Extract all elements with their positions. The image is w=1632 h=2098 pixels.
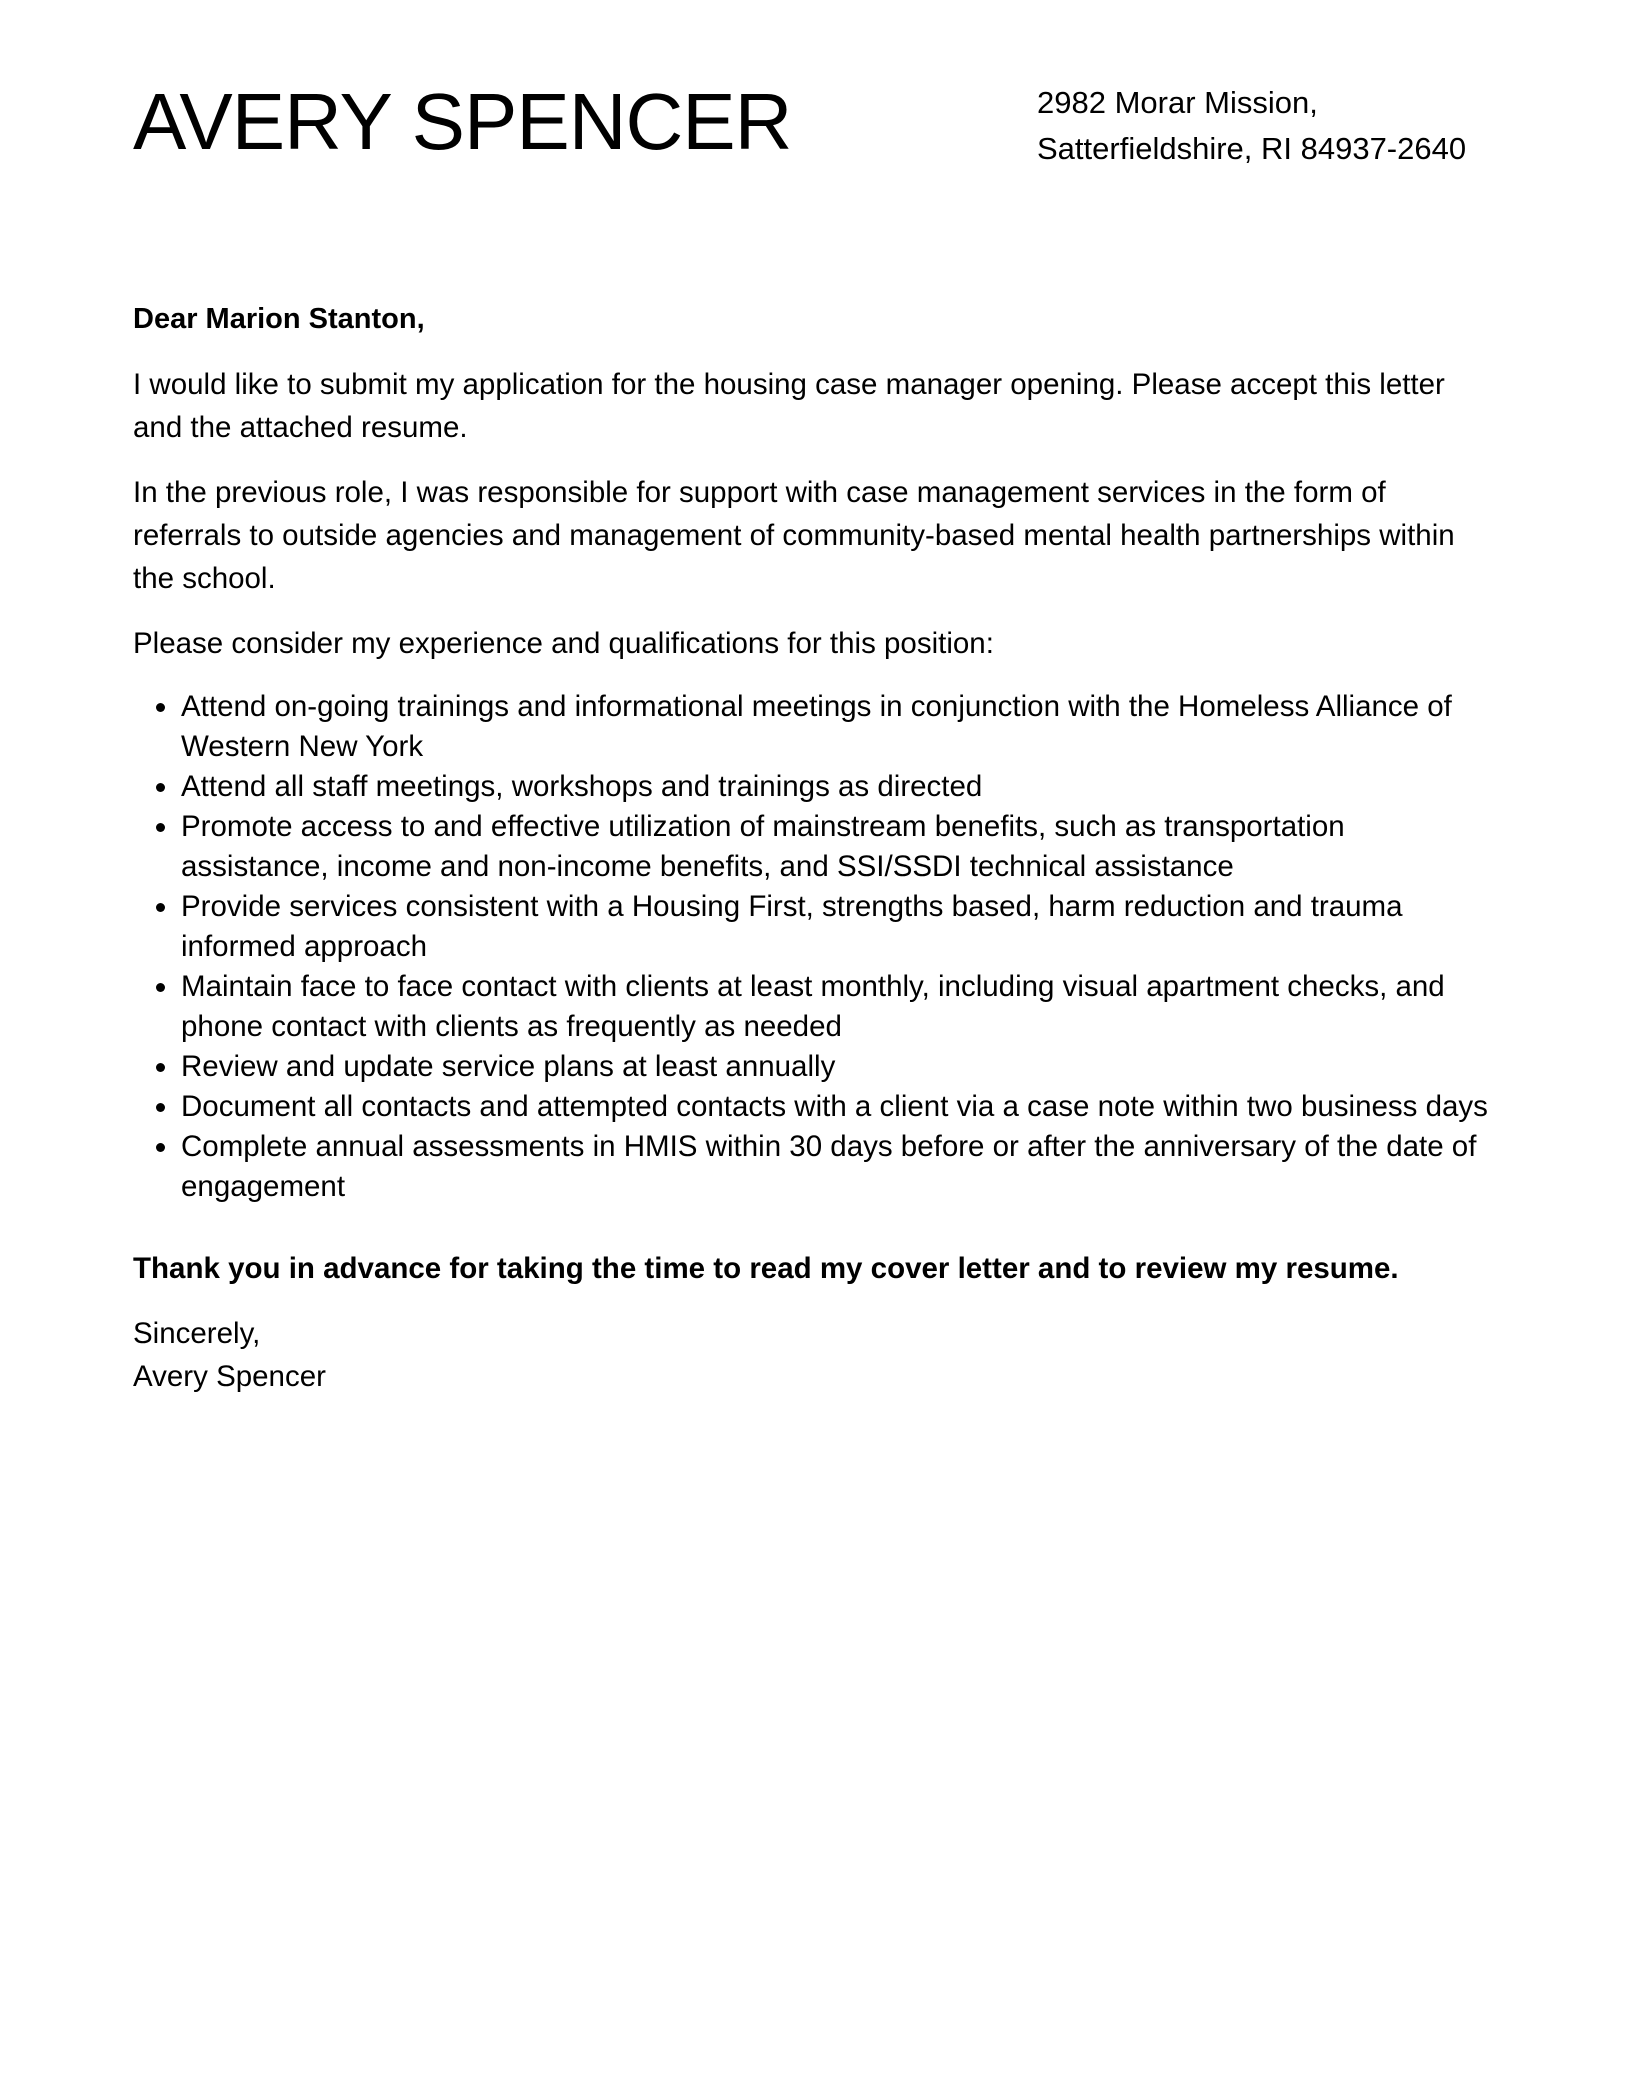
applicant-name: AVERY SPENCER: [133, 77, 792, 166]
list-item: Attend all staff meetings, workshops and trainings as directed: [181, 767, 1493, 807]
salutation: Dear Marion Stanton,: [133, 303, 425, 335]
list-item: Provide services consistent with a Housing First, strengths based, harm reduction and trauma informed approach: [181, 887, 1493, 967]
list-item: Complete annual assessments in HMIS within 30 days before or after the anniversary of the date of engagement: [181, 1127, 1493, 1207]
list-item: Review and update service plans at least annually: [181, 1047, 1493, 1087]
letter-header: [133, 70, 1499, 210]
closing-salutation: Sincerely,: [133, 1317, 261, 1350]
address-line-2: Satterfieldshire, RI 84937-2640: [1037, 131, 1467, 166]
closing-block: [133, 1312, 1493, 1398]
qualifications-list: [133, 687, 1493, 1207]
list-item: Document all contacts and attempted contacts with a client via a case note within two business days: [181, 1087, 1493, 1127]
signature-name: Avery Spencer: [133, 1360, 326, 1393]
intro-paragraph: I would like to submit my application for the housing case manager opening. Please accept this letter and the attached resume.: [133, 368, 1445, 444]
address-line-1: 2982 Morar Mission,: [1037, 85, 1318, 120]
list-item: Maintain face to face contact with clients at least monthly, including visual apartment checks, and phone contact with clients as frequently as needed: [181, 967, 1493, 1047]
applicant-address: [1037, 80, 1466, 172]
thank-you-line: Thank you in advance for taking the time to read my cover letter and to review my resume.: [133, 1252, 1399, 1285]
list-item: Attend on-going trainings and informational meetings in conjunction with the Homeless Alliance of Western New York: [181, 687, 1493, 767]
letter-body: [133, 298, 1493, 1398]
list-item: Promote access to and effective utilization of mainstream benefits, such as transportation assistance, income and non-income benefits, and SSI/SSDI technical assistance: [181, 807, 1493, 887]
experience-paragraph: In the previous role, I was responsible for support with case management services in the form of referrals to outside agencies and management of community-based mental health partnerships within the school.: [133, 476, 1455, 595]
qualifications-lead: Please consider my experience and qualifications for this position:: [133, 627, 994, 660]
